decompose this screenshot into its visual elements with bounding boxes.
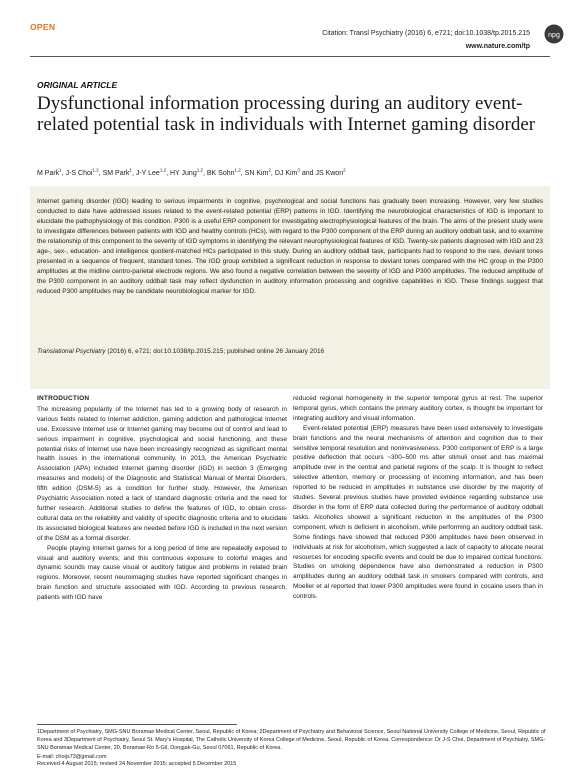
footnote-divider	[37, 724, 237, 725]
author-name: J-Y Lee	[135, 170, 160, 177]
section-heading-introduction: INTRODUCTION	[37, 395, 90, 402]
author-affiliation-marker: 1,2	[196, 167, 203, 173]
author-affiliation-marker: 1,2	[234, 167, 241, 173]
affiliation-text: 1Department of Psychiatry, SMG-SNU Boramae Medical Center, Seoul, Republic of Korea; 2Department of Psychiatry and Behavioral Science, Seoul National University College of Medicine, Seoul, Republic of Korea and 3Department of Psychiatry, Seoul St. Mary's Hospital, The Catholic University of Korea College of Medicine, Seoul, Republic of Korea. Correspondence: Dr J-S Choi, Department of Psychiatry, SMG-SNU Boramae Medical Center, 20, Boramae-Ro 5-Gil, Dongjak-Gu, Seoul 07061, Republic of Korea.	[37, 729, 546, 752]
author-list: M Park$^1$, J-S Choi$^{1,2}$, SM Park$^1$, J-Y Lee$^{1,2}$, HY Jung$^{1,2}$, BK Sohn$^{1,2}$, SN Kim$^2$, DJ Kim$^3$ and JS Kwon$^2$	[37, 167, 346, 177]
author-affiliation-marker: 2	[268, 167, 271, 173]
author-name: SN Kim	[244, 170, 269, 177]
article-type: ORIGINAL ARTICLE	[37, 80, 118, 90]
journal-website-link[interactable]: www.nature.com/tp	[465, 43, 530, 50]
header-divider	[30, 56, 550, 57]
author-name: HY Jung	[169, 170, 197, 177]
correspondence-email[interactable]: E-mail: choijs73@gmail.com	[37, 753, 107, 760]
received-dates: Received 4 August 2015; revised 24 November 2015; accepted 5 December 2015	[37, 761, 237, 767]
author-name: JS Kwon	[315, 170, 344, 177]
paragraph: Event-related potential (ERP) measures have been used extensively to investigate brain functions and the neural mechanisms of attention and cognition due to their sensitive temporal resolution and noninvasiveness. P300 component of ERP is a large positive deflection that occurs ~300–500 ms after stimuli onset and has maximal amplitude over in the central and parietal regions of the scalp. It is thought to reflect selective attention, memory or processing of incoming information, and has been reported to be reduced in amplitudes in substance use disorder by the majority of studies. Several previous studies have provided evidence regarding substance use disorder in the form of ERP data collected during the performance of auditory oddball tasks. Alcoholics showed a significant reduction in the amplitudes of the P300 component, which is deficient in alcoholism, while performing an auditory oddball task. Some findings have showed that reduced P300 amplitudes have been observed in individuals at risk for alcoholism, which suggested a lack of capacity to allocate neural resources for encoding specific events and could be due to impaired cortical functions. Studies on smoking dependence have also demonstrated a reduction in P300 amplitudes during an auditory oddball task in smokers compared with controls, and Moeller et al reported that lower P300 amplitudes were found in cocaine users than in controls.	[293, 424, 543, 601]
affiliations	[37, 728, 547, 761]
author-name: BK Sohn	[206, 170, 235, 177]
journal-name: Translational Psychiatry	[37, 348, 106, 355]
paragraph: reduced regional homogeneity in the superior temporal gyrus at rest. The superior temporal gyrus, which contains the primary auditory cortex, is thought be important for integrating auditory and visual information.	[293, 395, 543, 422]
author-affiliation-marker: 1	[59, 167, 62, 173]
abstract-text: Internet gaming disorder (IGD) leading to serious impairments in cognitive, psychological and social functions has gradually been increasing. However, very few studies conducted to date have addressed issues related to the event-related potential (ERP) patterns in IGD. Identifying the neurobiological characteristics of IGD is important to elucidate the pathophysiology of this condition. P300 is a useful ERP component for investigating electrophysiological features of the brain. The aims of the present study were to investigate differences between patients with IGD and healthy controls (HCs), with regard to the P300 component of the ERP during an auditory oddball task, and to examine the relationship of this component to the severity of IGD symptoms in identifying the relevant neurophysiological features of IGD. Twenty-six patients diagnosed with IGD and 23 age-, sex-, education- and intelligence quotient-matched HCs participated in this study. During an auditory oddball task, participants had to respond to the rare, deviant tones presented in a sequence of frequent, standard tones. The IGD group exhibited a significant reduction in response to deviant tones compared with the HC group in the P300 amplitudes at the midline centro-parietal electrode regions. We also found a negative correlation between the severity of IGD and P300 amplitudes. The reduced amplitude of the P300 component in an auditory oddball task may reflect dysfunction in auditory information processing and cognitive capabilities in IGD. These findings suggest that reduced P300 amplitudes may be candidate neurobiological marker for IGD.	[37, 198, 543, 295]
author-name: M Park	[37, 170, 60, 177]
publication-line	[37, 348, 543, 355]
author-name: DJ Kim	[274, 170, 298, 177]
author-affiliation-marker: 2	[343, 167, 346, 173]
author-affiliation-marker: 1,2	[92, 167, 99, 173]
author-affiliation-marker: 1,2	[159, 167, 167, 173]
paragraph: People playing Internet games for a long period of time are repeatedly exposed to visual and auditory events, and this continuous exposure to colorful images and dynamic sounds may cause visual or auditory fatigue and problems in related brain regions. Moreover, recent neuroimaging studies have reported significant changes in brain function and structure associated with IGD. According to previous research, patients with IGD have	[37, 544, 287, 602]
open-access-label: OPEN	[30, 22, 56, 32]
author-name: SM Park	[102, 170, 130, 177]
citation-line: Citation: Transl Psychiatry (2016) 6, e721; doi:10.1038/tp.2015.215	[322, 30, 530, 37]
paragraph: The increasing popularity of the Internet has led to a growing body of research in various fields related to Internet addiction, gaming addiction and pathological Internet use. Excessive Internet use or Internet gaming may become out of control and lead to serious impairment in cognitive, psychological and social functioning, and these potential risks of Internet use have been increasingly recognized as significant mental health issues in the international community. In 2013, the American Psychiatric Association (APA) included Internet gaming disorder (IGD) in section 3 (Emerging measures and models) of the Diagnostic and Statistical Manual of Mental Disorders, fifth edition (DSM-5) as a condition for further study. However, the American Psychiatric Association noted a lack of standard diagnostic criteria and the need for further research. Additional studies to define the features of IGD, to obtain cross-cultural data on the reliability and validity of specific diagnostic criteria and to elucidate its associated biological features are needed before IGD is included in the next version of the DSM as a formal disorder.	[37, 405, 287, 542]
author-affiliation-marker: 3	[297, 167, 300, 173]
svg-text:npg: npg	[548, 32, 560, 39]
author-name: J-S Choi	[65, 170, 93, 177]
body-column-left	[37, 394, 287, 603]
npg-logo-icon	[544, 24, 564, 44]
author-affiliation-marker: 1	[129, 167, 132, 173]
body-column-right	[293, 394, 543, 602]
article-title: Dysfunctional information processing during an auditory event-related potential task in individuals with Internet gaming disorder	[37, 93, 536, 135]
publication-details: (2016) 6, e721; doi:10.1038/tp.2015.215; published online 26 January 2016	[105, 348, 325, 355]
